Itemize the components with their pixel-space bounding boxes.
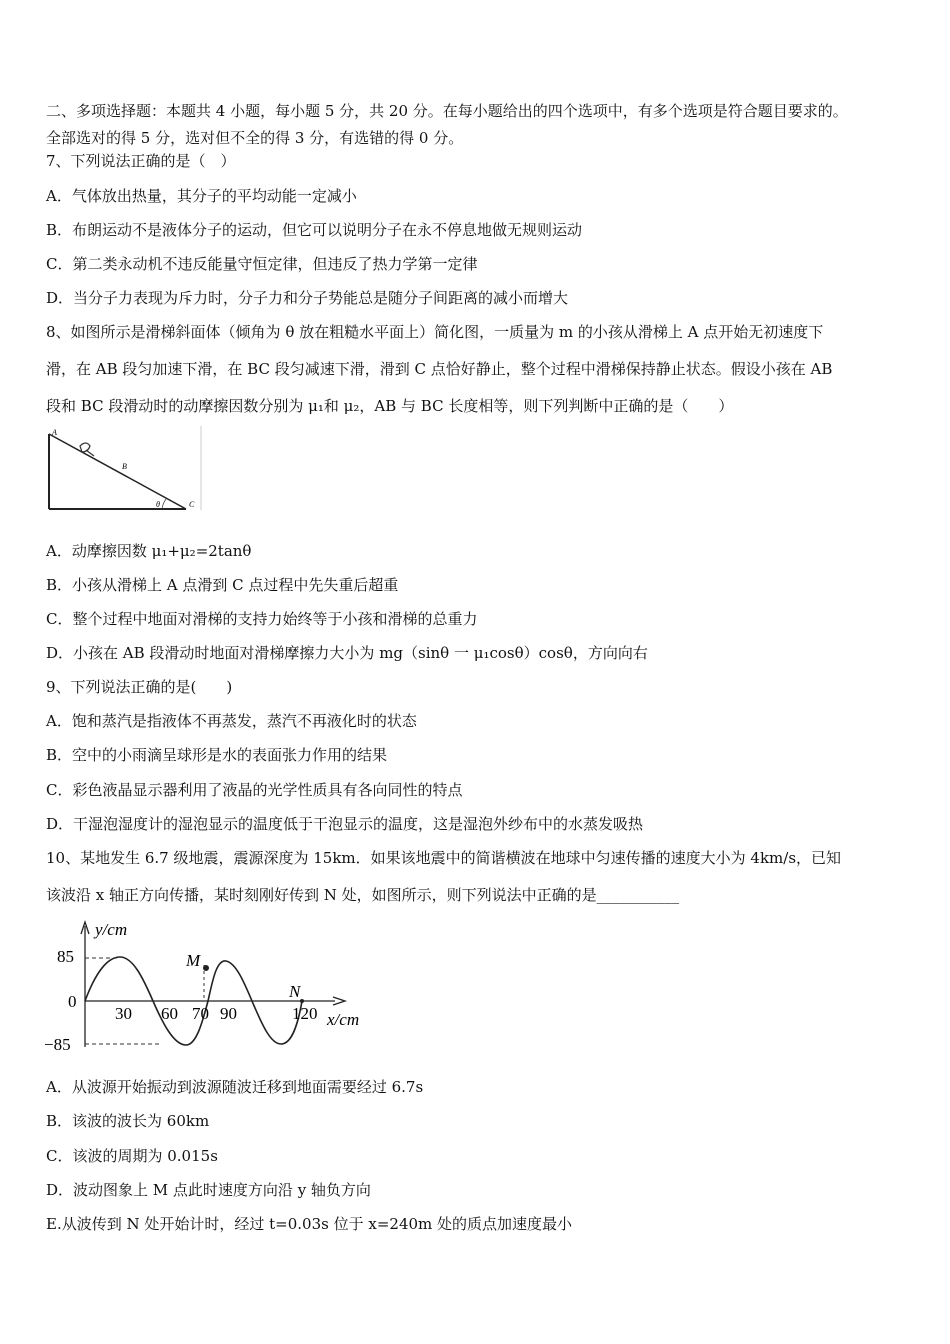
x-tick-60: 60 [161, 1004, 178, 1023]
y-tick-85: 85 [57, 947, 74, 966]
y-tick-neg85: −85 [44, 1035, 71, 1054]
q7-option-b: B．布朗运动不是液体分子的运动，但它可以说明分子在永不停息地做无规则运动 [46, 221, 583, 239]
q9-stem: 9、下列说法正确的是( ) [46, 678, 233, 696]
q10-stem-line2: 该波沿 x 轴正方向传播，某时刻刚好传到 N 处，如图所示，则下列说法中正确的是___________ [46, 886, 680, 904]
x-tick-30: 30 [115, 1004, 132, 1023]
q7-option-a: A．气体放出热量，其分子的平均动能一定减小 [46, 187, 357, 205]
wave-graph [40, 914, 380, 1060]
x-tick-90: 90 [220, 1004, 237, 1023]
point-m-dot [203, 965, 209, 971]
q10-stem-line1: 10、某地发生 6.7 级地震，震源深度为 15km．如果该地震中的简谐横波在地球中匀速传播的速度大小为 4km/s，已知 [46, 849, 842, 867]
q9-option-d: D．干湿泡湿度计的湿泡显示的温度低于干泡显示的温度，这是湿泡外纱布中的水蒸发吸热 [46, 815, 644, 833]
q8-stem-line1: 8、如图所示是滑梯斜面体（倾角为 θ 放在粗糙水平面上）简化图，一质量为 m 的小孩从滑梯上 A 点开始无初速度下 [46, 323, 824, 341]
section-header-line1: 二、多项选择题：本题共 4 小题，每小题 5 分，共 20 分。在每小题给出的四个选项中，有多个选项是符合题目要求的。 [46, 102, 848, 120]
q10-option-e: E.从波传到 N 处开始计时，经过 t=0.03s 位于 x=240m 处的质点加速度最小 [46, 1215, 573, 1233]
y-axis-label: y/cm [95, 920, 128, 939]
q8-stem-line3: 段和 BC 段滑动时的动摩擦因数分别为 μ₁和 μ₂，AB 与 BC 长度相等，则下列判断中正确的是（ ） [46, 397, 734, 415]
x-axis-label: x/cm [327, 1010, 360, 1029]
point-n-label: N [289, 982, 301, 1001]
point-c-label: C [189, 500, 195, 509]
q7-stem: 7、下列说法正确的是（ ） [46, 152, 236, 170]
point-n-dot [300, 999, 304, 1003]
y-tick-0: 0 [68, 992, 77, 1011]
slide-figure [44, 424, 204, 518]
point-a-label: A [52, 428, 57, 437]
q10-option-d: D．波动图象上 M 点此时速度方向沿 y 轴负方向 [46, 1181, 371, 1199]
theta-label: θ [156, 500, 160, 509]
q8-option-b: B．小孩从滑梯上 A 点滑到 C 点过程中先失重后超重 [46, 576, 399, 594]
x-tick-70: 70 [192, 1004, 209, 1023]
q7-option-d: D．当分子力表现为斥力时，分子力和分子势能总是随分子间距离的减小而增大 [46, 289, 569, 307]
x-tick-120: 120 [292, 1004, 318, 1023]
q9-option-b: B．空中的小雨滴呈球形是水的表面张力作用的结果 [46, 746, 388, 764]
q8-stem-line2: 滑，在 AB 段匀加速下滑，在 BC 段匀减速下滑，滑到 C 点恰好静止，整个过程中滑梯保持静止状态。假设小孩在 AB [46, 360, 833, 378]
q9-option-c: C．彩色液晶显示器利用了液晶的光学性质具有各向同性的特点 [46, 781, 463, 799]
q8-option-c: C．整个过程中地面对滑梯的支持力始终等于小孩和滑梯的总重力 [46, 610, 478, 628]
q8-option-a: A．动摩擦因数 μ₁+μ₂=2tanθ [46, 542, 252, 560]
point-b-label: B [122, 462, 127, 471]
point-m-label: M [186, 951, 201, 970]
section-header-line2: 全部选对的得 5 分，选对但不全的得 3 分，有选错的得 0 分。 [46, 129, 464, 147]
q10-option-a: A．从波源开始振动到波源随波迁移到地面需要经过 6.7s [46, 1078, 424, 1096]
q8-option-d: D．小孩在 AB 段滑动时地面对滑梯摩擦力大小为 mg（sinθ 一 μ₁cosθ）cosθ，方向向右 [46, 644, 648, 662]
q7-option-c: C．第二类永动机不违反能量守恒定律，但违反了热力学第一定律 [46, 255, 478, 273]
q9-option-a: A．饱和蒸汽是指液体不再蒸发，蒸汽不再液化时的状态 [46, 712, 417, 730]
q10-option-b: B．该波的波长为 60km [46, 1112, 210, 1130]
q10-option-c: C．该波的周期为 0.015s [46, 1147, 218, 1165]
